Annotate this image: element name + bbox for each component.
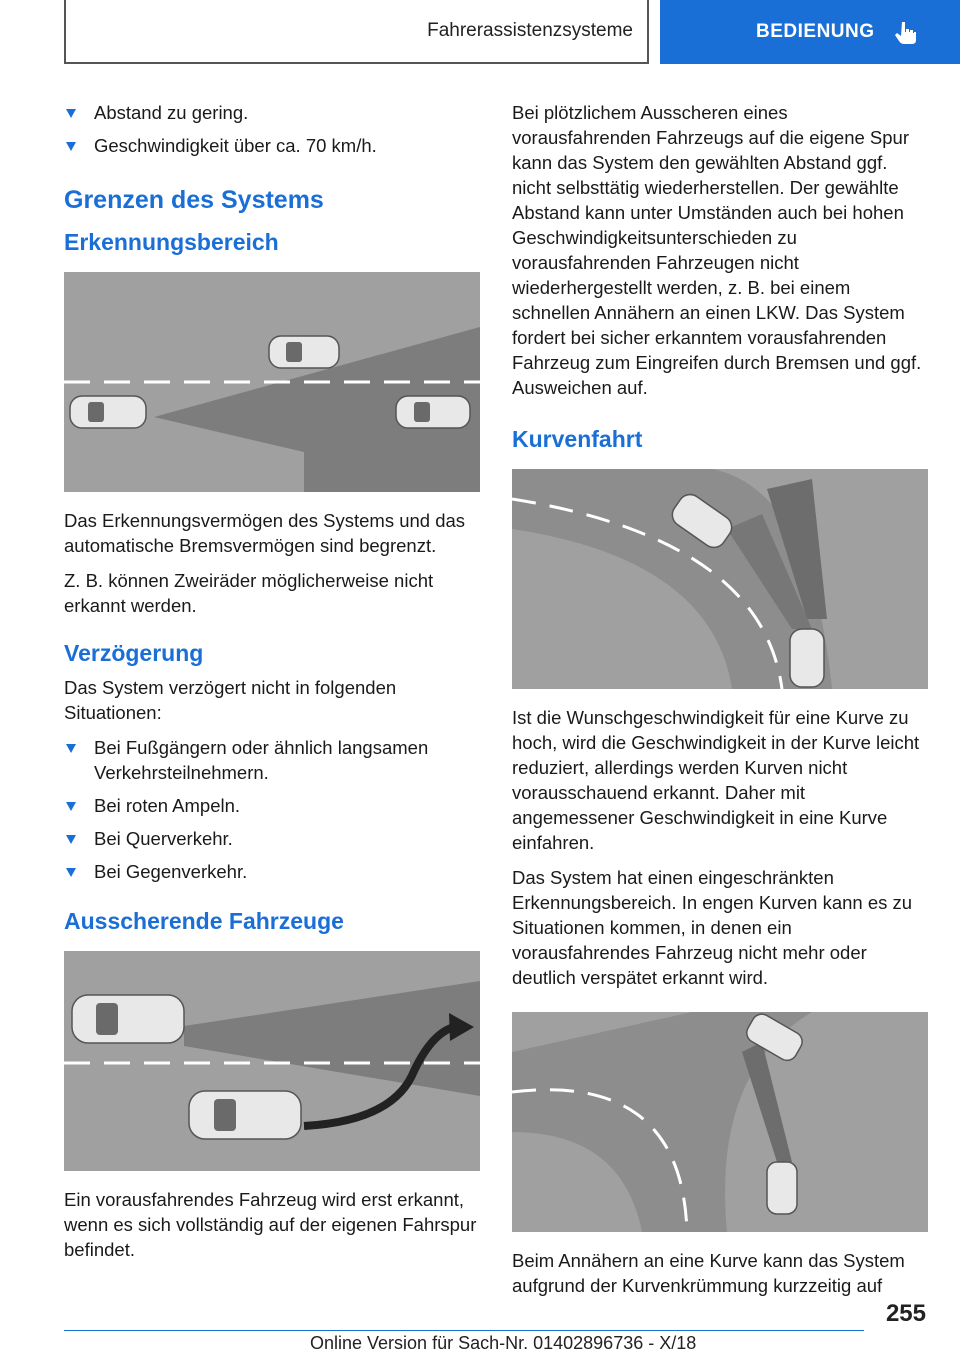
triangle-bullet-icon: [66, 109, 76, 118]
triangle-bullet-icon: [66, 868, 76, 877]
paragraph: Z. B. können Zweiräder möglicherweise nicht erkannt werden.: [64, 570, 434, 616]
list-item: Geschwindigkeit über ca. 70 km/h.: [64, 133, 480, 158]
paragraph: Das System verzögert nicht in folgenden Situationen:: [64, 677, 397, 723]
header-chapter-tab: [660, 0, 960, 64]
triangle-bullet-icon: [66, 835, 76, 844]
list-item: Bei Fußgängern oder ähnlich langsamen Verkehrsteilnehmern.: [64, 735, 480, 785]
paragraph: Beim Annähern an eine Kurve kann das System aufgrund der Kurvenkrümmung kurzzeitig auf: [512, 1250, 905, 1296]
triangle-bullet-icon: [66, 802, 76, 811]
right-column: [512, 100, 928, 1308]
paragraph: Bei plötzlichem Ausscheren eines vorausfahrenden Fahrzeugs auf die eigene Spur kann das System den gewählten Abstand ggf. nicht selbsttätig wiederherstellen. Der gewählte Abstand kann unter Umständen auch bei hohen Geschwindigkeitsunterschieden zu vorausfahrenden Fahrzeugen nicht wiederhergestellt werden, z. B. bei einem schnellen Annähern an einen LKW. Das System fordert bei sicher erkanntem vorausfahrenden Fahrzeug zum Eingreifen durch Bremsen und ggf. Ausweichen auf.: [512, 102, 922, 398]
bullet-list-verzoegerung: [64, 735, 480, 884]
footer-text: Online Version für Sach-Nr. 01402896736 - X/18: [310, 1333, 697, 1353]
heading-grenzen: Grenzen des Systems: [64, 186, 324, 214]
triangle-bullet-icon: [66, 744, 76, 753]
list-item: Abstand zu gering.: [64, 100, 480, 125]
page-number: 255: [885, 1300, 926, 1327]
heading-erkennungsbereich: Erkennungsbereich: [64, 229, 279, 255]
heading-kurvenfahrt: Kurvenfahrt: [512, 426, 643, 452]
paragraph: Das Erkennungsvermögen des Systems und das automatische Bremsvermögen sind begrenzt.: [64, 510, 466, 556]
paragraph: Ein vorausfahrendes Fahrzeug wird erst erkannt, wenn es sich vollständig auf der eigenen Fahrspur befindet.: [64, 1189, 477, 1260]
figure-detection-range: [64, 272, 480, 492]
header-chapter-title: BEDIENUNG: [756, 21, 875, 42]
list-item: Bei Querverkehr.: [64, 826, 480, 851]
list-item: Bei Gegenverkehr.: [64, 859, 480, 884]
footer-divider: [64, 1330, 864, 1331]
triangle-bullet-icon: [66, 142, 76, 151]
figure-cutting-in-vehicle: [64, 951, 480, 1171]
header-section-tab: [64, 0, 649, 64]
heading-verzoegerung: Verzögerung: [64, 640, 204, 666]
figure-curve-driving: [512, 469, 928, 689]
header-section-title: Fahrerassistenzsysteme: [427, 20, 633, 41]
left-column: [64, 100, 480, 1272]
hand-pointer-icon: [893, 19, 919, 45]
list-item: Bei roten Ampeln.: [64, 793, 480, 818]
paragraph: Das System hat einen eingeschränkten Erkennungsbereich. In engen Kurven kann es zu Situationen kommen, in denen ein vorausfahrendes Fahrzeug nicht mehr oder deutlich verspätet erkannt wird.: [512, 867, 913, 988]
heading-ausscherende-fahrzeuge: Ausscherende Fahrzeuge: [64, 908, 344, 934]
paragraph: Ist die Wunschgeschwindigkeit für eine Kurve zu hoch, wird die Geschwindigkeit in der Kurve leicht reduziert, allerdings werden Kurven nicht vorausschauend erkannt. Daher mit angemessener Geschwindigkeit in eine Kurve einfahren.: [512, 707, 920, 853]
bullet-list-top: [64, 100, 480, 158]
figure-approaching-curve: [512, 1012, 928, 1232]
